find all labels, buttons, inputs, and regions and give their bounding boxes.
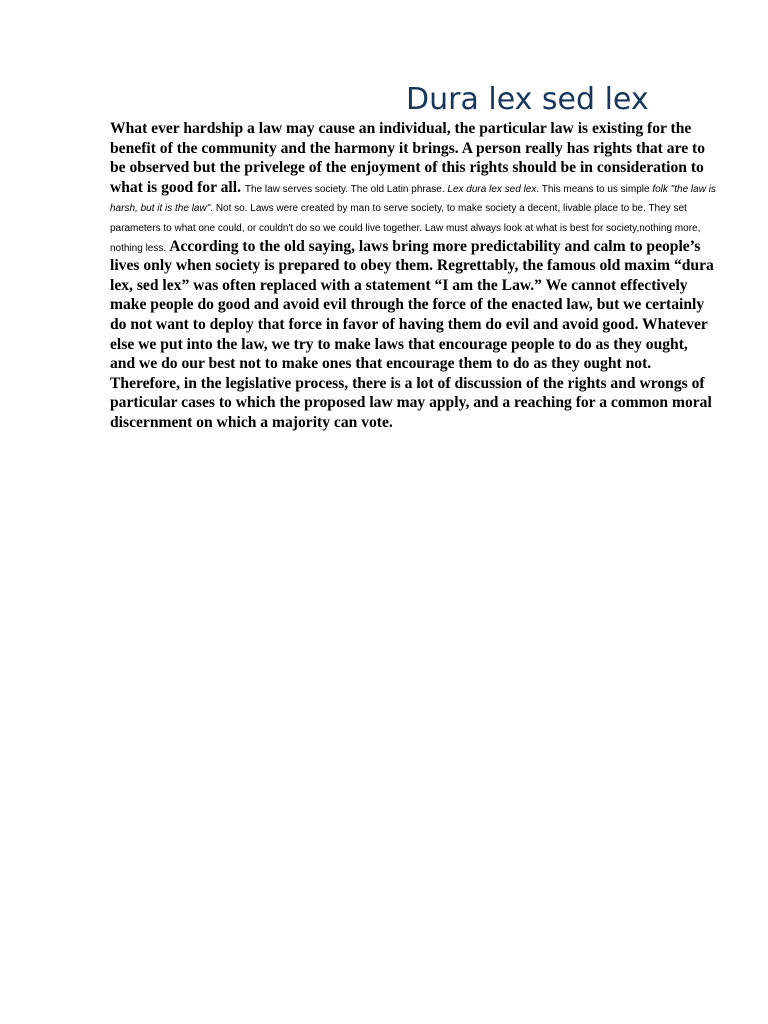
inline-text-e: . Not so. Laws were created by man to serve society, to make society a decent, livable place to be. They set parameters to what one could, or couldn't do so we could live together. Law must always look at what is best for society,nothing more, nothing less.: [110, 203, 701, 254]
inline-text-a: The law serves society. The old Latin phrase.: [244, 183, 445, 195]
document-title: Dura lex sed lex: [406, 82, 649, 117]
body-paragraph: [110, 119, 716, 433]
inline-translation: folk "the law is harsh, but it is the law": [110, 183, 716, 215]
paragraph-main-text: According to the old saying, laws bring more predictability and calm to people’s lives only when society is prepared to obey them. Regrettably, the famous old maxim “dura lex, sed lex” was often replaced with a statement “I am the Law.” We cannot effectively make people do good and avoid evil through the force of the enacted law, but we certainly do not want to deploy that force in favor of having them do evil and avoid good. Whatever else we put into the law, we try to make laws that encourage people to do as they ought, and we do our best not to make ones that encourage them to do as they ought not. Therefore, in the legislative process, there is a lot of discussion of the rights and wrongs of particular cases to which the proposed law may apply, and a reaching for a common moral discernment on which a majority can vote.: [110, 237, 714, 431]
paragraph-intro-text: What ever hardship a law may cause an individual, the particular law is existing for the benefit of the community and the harmony it brings. A person really has rights that are to be observed but the privelege of the enjoyment of this rights should be in consideration to what is good for all.: [110, 120, 706, 196]
inline-text-c: . This means to us simple: [536, 183, 650, 195]
inline-latin-phrase: Lex dura lex sed lex: [447, 183, 537, 195]
